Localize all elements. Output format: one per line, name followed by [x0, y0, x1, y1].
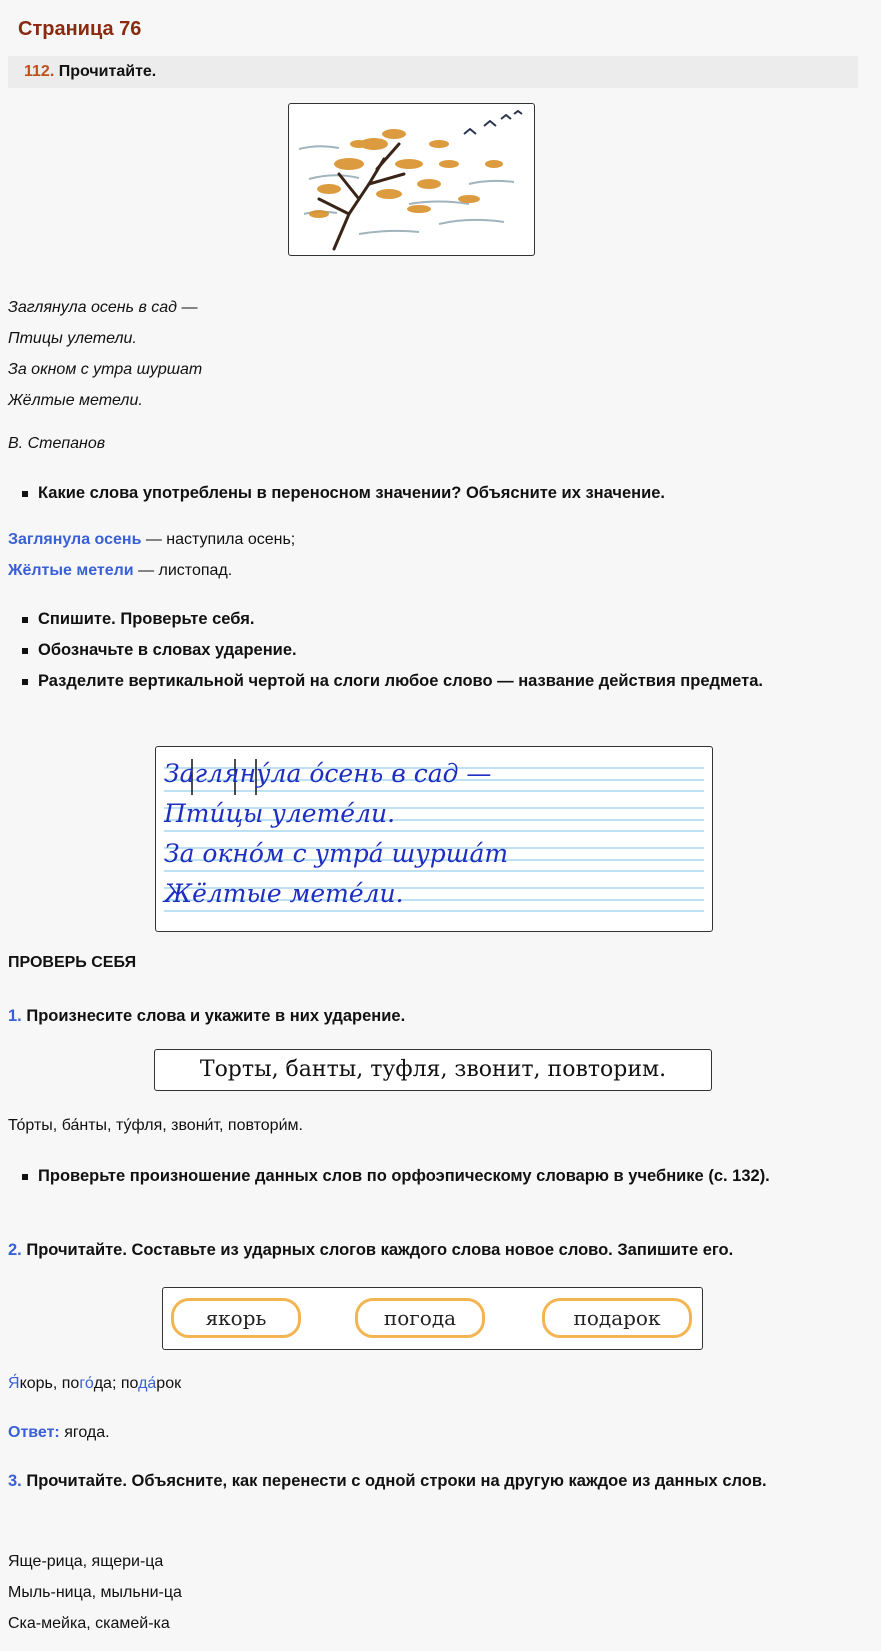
task3-answer [8, 1546, 182, 1639]
stressed-syllable: да́ [138, 1375, 157, 1392]
exercise-number: 112. [24, 63, 55, 80]
task2-number: 2. [8, 1241, 22, 1259]
handwriting-line: За окно́м с утра́ шурша́т [164, 839, 509, 868]
task3-text: Прочитайте. Объясните, как перенести с одной строки на другую каждое из данных слов. [26, 1472, 767, 1490]
task-item: Обозначьте в словах ударение. [8, 635, 778, 666]
task2-text: Прочитайте. Составьте из ударных слогов каждого слова новое слово. Запишите его. [26, 1241, 734, 1259]
autumn-tree-icon [289, 104, 534, 255]
task3-number: 3. [8, 1472, 22, 1490]
stressed-syllable: Я́ [8, 1375, 20, 1392]
task1-text: Произнесите слова и укажите в них ударение. [26, 1007, 406, 1025]
task-item: Спишите. Проверьте себя. [8, 604, 778, 635]
word-pill: погода [355, 1298, 485, 1338]
syllable-rest: да; по [93, 1375, 139, 1392]
handwriting-line: Загляну́ла о́сень в сад — [164, 759, 492, 788]
answer-label: Ответ: [8, 1424, 60, 1441]
exercise-instruction: Прочитайте. [58, 63, 157, 80]
task1-bullet: Проверьте произношение данных слов по орфоэпическому словарю в учебнике (с. 132). [8, 1161, 848, 1192]
hyphenation-line: Ска-мейка, скамей-ка [8, 1615, 170, 1632]
autumn-tree-illustration [288, 103, 535, 256]
task1-bullet-list [8, 1161, 848, 1192]
poem-line: Птицы улетели. [8, 330, 137, 347]
poem-line: За окном с утра шуршат [8, 361, 203, 378]
exercise-header [8, 56, 858, 88]
words-box [154, 1049, 712, 1091]
poem-line: Заглянула осень в сад — [8, 299, 198, 316]
poem-author: В. Степанов [8, 435, 106, 452]
answer-value: ягода. [59, 1424, 110, 1441]
hyphenation-line: Яще-рица, ящери-ца [8, 1553, 164, 1570]
question-list [8, 478, 868, 509]
task3-header [8, 1466, 828, 1497]
answer-meaning: — листопад. [133, 562, 233, 579]
answer-block [8, 524, 295, 586]
stressed-syllable: го́ [79, 1375, 94, 1392]
task-list [8, 604, 778, 697]
poem [8, 292, 202, 416]
page-title: Страница 76 [18, 18, 142, 40]
answer-term: Заглянула осень [8, 531, 142, 548]
task1-number: 1. [8, 1007, 22, 1025]
handwriting-line: Жёлтые мете́ли. [164, 879, 404, 908]
hyphenation-line: Мыль-ница, мыльни-ца [8, 1584, 182, 1601]
task2-answer [8, 1417, 110, 1448]
words-box-text: Торты, банты, туфля, звонит, повторим. [199, 1057, 667, 1082]
poem-line: Жёлтые метели. [8, 392, 143, 409]
answer-line [8, 555, 295, 586]
answer-line [8, 524, 295, 555]
handwriting-line: Пти́цы улете́ли. [164, 799, 396, 828]
word-pill: подарок [542, 1298, 692, 1338]
task1-header [8, 1007, 405, 1026]
syllable-rest: корь, по [19, 1375, 80, 1392]
question-item: Какие слова употреблены в переносном значении? Объясните их значение. [8, 478, 868, 509]
handwriting-box [155, 746, 713, 932]
word-pill: якорь [171, 1298, 301, 1338]
answer-meaning: — наступила осень; [141, 531, 296, 548]
answer-term: Жёлтые метели [8, 562, 134, 579]
check-heading: ПРОВЕРЬ СЕБЯ [8, 954, 137, 971]
syllable-words-box [162, 1287, 703, 1350]
task1-answer: То́рты, ба́нты, ту́фля, звони́т, повтори́м. [8, 1117, 303, 1134]
task2-answer-line [8, 1368, 181, 1399]
task2-header [8, 1241, 733, 1260]
task-item: Разделите вертикальной чертой на слоги любое слово — название действия предмета. [8, 666, 778, 697]
syllable-rest: рок [156, 1375, 182, 1392]
